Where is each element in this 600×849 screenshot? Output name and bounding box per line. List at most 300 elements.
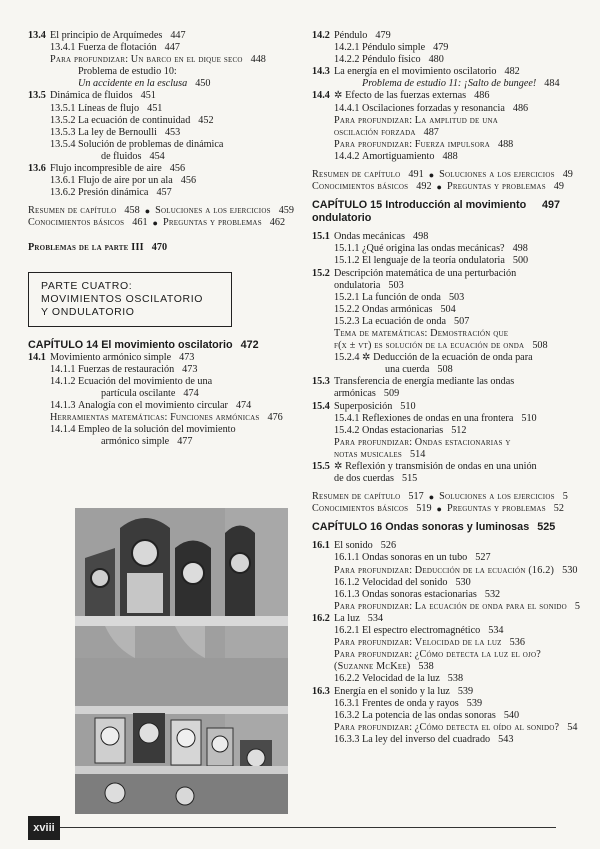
toc-entry bbox=[28, 139, 290, 151]
page-number: 517 bbox=[408, 491, 424, 503]
page-number: 484 bbox=[544, 78, 560, 90]
page-number: 503 bbox=[448, 291, 465, 303]
entry-text: partícula oscilante bbox=[101, 387, 176, 399]
entry-text: una cuerda bbox=[385, 364, 430, 376]
toc-entry bbox=[28, 187, 290, 199]
page-number: 514 bbox=[410, 448, 426, 460]
page-number: 504 bbox=[440, 303, 456, 315]
subsection-title: Amortiguamiento bbox=[362, 150, 435, 162]
subsection-title: El espectro electromagnético bbox=[362, 625, 481, 637]
toc-entry-continued bbox=[312, 449, 560, 461]
page-number: 454 bbox=[149, 150, 165, 162]
section-title: Energía en el sonido y la luz bbox=[334, 685, 450, 697]
subsection-title: Flujo de aire por un ala bbox=[78, 175, 173, 187]
subsection-number: 13.6.2 bbox=[50, 187, 76, 199]
section-title: El sonido bbox=[334, 540, 373, 552]
subsection-number: 13.4.1 bbox=[50, 42, 76, 54]
section-number: 13.4 bbox=[28, 30, 46, 41]
section-number: 15.2 bbox=[312, 267, 330, 279]
toc-entry bbox=[312, 42, 560, 54]
subsection-title: La ecuación de continuidad bbox=[78, 114, 191, 126]
page-number: 530 bbox=[562, 564, 578, 576]
summary-item: Soluciones a los ejercicios bbox=[155, 205, 271, 217]
section-title: Superposición bbox=[334, 400, 393, 412]
subsection-number: 13.5.4 bbox=[50, 138, 76, 150]
toc-entry bbox=[28, 78, 290, 90]
toc-entry bbox=[312, 673, 560, 685]
aside-title: La amplitud de una bbox=[414, 114, 498, 126]
toc-entry bbox=[312, 268, 560, 280]
section-title: ✲ Efecto de las fuerzas externas bbox=[334, 90, 467, 102]
summary-item: Preguntas y problemas bbox=[446, 503, 546, 515]
toc-entry bbox=[312, 437, 560, 449]
page-number: 538 bbox=[447, 673, 464, 685]
subsection-title: Fuerzas de restauración bbox=[78, 363, 175, 375]
subsection-title: Ecuación del movimiento de una bbox=[78, 375, 213, 387]
toc-entry bbox=[28, 90, 290, 102]
toc-entry bbox=[312, 564, 578, 577]
toc-entry bbox=[312, 625, 560, 637]
page-number: 487 bbox=[423, 126, 439, 138]
summary-item: Preguntas y problemas bbox=[162, 217, 262, 229]
section-number: 16.3 bbox=[312, 685, 330, 697]
page-number: 510 bbox=[400, 400, 416, 412]
toc-entry bbox=[312, 503, 564, 515]
footer-rule bbox=[60, 827, 556, 828]
subsection-number: 16.3.2 bbox=[334, 709, 360, 721]
entry-text: Problema de estudio 10: bbox=[78, 66, 177, 78]
subsection-number: 15.1.2 bbox=[334, 255, 360, 267]
section-number: 15.5 bbox=[312, 461, 330, 472]
page-number: 515 bbox=[401, 473, 418, 485]
toc-entry bbox=[312, 376, 560, 388]
toc-right-column bbox=[312, 30, 580, 746]
page-number: 457 bbox=[156, 187, 172, 199]
subsection-title: ✲ Deducción de la ecuación de onda para bbox=[362, 352, 533, 364]
subsection-title: La potencia de las ondas sonoras bbox=[362, 709, 496, 721]
page-number: 482 bbox=[504, 66, 520, 78]
toc-entry bbox=[312, 721, 578, 734]
subsection-title: Ondas estacionarias bbox=[362, 424, 444, 436]
subsection-number: 15.1.1 bbox=[334, 243, 360, 255]
toc-entry bbox=[28, 103, 290, 115]
toc-entry bbox=[312, 139, 560, 151]
spacer bbox=[28, 230, 290, 242]
part-heading-line: MOVIMIENTOS OSCILATORIO bbox=[41, 292, 203, 305]
section-number: 15.4 bbox=[312, 400, 330, 412]
clocks-photo bbox=[75, 508, 288, 814]
subsection-number: 14.1.1 bbox=[50, 363, 76, 375]
subsection-number: 14.4.2 bbox=[334, 150, 360, 162]
section-title: La luz bbox=[334, 612, 360, 624]
page-number: 498 bbox=[512, 243, 528, 255]
spacer bbox=[28, 327, 290, 339]
page-number: 448 bbox=[250, 54, 266, 66]
section-title: Dinámica de fluidos bbox=[50, 90, 133, 102]
subsection-number: 15.2.1 bbox=[334, 291, 360, 303]
part-problems-label: Problemas de la parte III bbox=[28, 241, 144, 253]
bullet-icon: ● bbox=[436, 504, 442, 515]
section-title: Péndulo bbox=[334, 30, 368, 41]
toc-entry bbox=[28, 400, 290, 412]
toc-entry bbox=[312, 151, 560, 163]
subsection-number: 15.2.4 bbox=[334, 352, 360, 364]
subsection-title: La ecuación de onda bbox=[362, 315, 447, 327]
toc-entry bbox=[28, 352, 290, 364]
toc-entry bbox=[312, 686, 560, 698]
aside-title: Deducción de la ecuación (16.2) bbox=[414, 564, 555, 576]
aside-title: ¿Cómo detecta la luz el ojo? bbox=[414, 649, 541, 661]
toc-entry bbox=[312, 243, 560, 255]
summary-item: Conocimientos básicos bbox=[312, 503, 409, 515]
aside-label: Herramientas matemáticas: bbox=[50, 412, 168, 424]
page-number: 512 bbox=[451, 424, 467, 436]
page-number: 447 bbox=[164, 42, 180, 54]
section-title-continued: armónicas bbox=[334, 388, 376, 400]
section-number: 14.3 bbox=[312, 66, 330, 78]
aside-title-continued: notas musicales bbox=[334, 448, 402, 460]
entry-text: Un accidente en la esclusa bbox=[78, 78, 188, 90]
toc-entry bbox=[312, 181, 564, 193]
toc-entry-continued bbox=[312, 661, 560, 673]
summary-item: Preguntas y problemas bbox=[446, 181, 546, 193]
section-number: 14.1 bbox=[28, 351, 46, 363]
subsection-number: 14.1.2 bbox=[50, 375, 76, 387]
aside-label: Para profundizar: bbox=[334, 138, 413, 150]
subsection-title: Velocidad del sonido bbox=[362, 576, 448, 588]
entry-text: armónico simple bbox=[101, 436, 170, 448]
toc-entry bbox=[28, 388, 290, 400]
toc-entry bbox=[28, 436, 290, 448]
toc-entry bbox=[28, 242, 290, 254]
page-number: 474 bbox=[235, 399, 252, 411]
page-number: 543 bbox=[498, 733, 514, 745]
aside-label: Tema de matemáticas: bbox=[334, 327, 428, 339]
aside-label: Para profundizar: bbox=[334, 649, 413, 661]
chapter-heading bbox=[312, 521, 560, 534]
aside-title-continued: (Suzanne McKee) bbox=[334, 661, 411, 673]
section-title: Descripción matemática de una perturbación bbox=[334, 267, 517, 279]
toc-entry bbox=[312, 328, 560, 340]
subsection-title: Frentes de onda y rayos bbox=[362, 697, 459, 709]
page-number: 500 bbox=[512, 255, 529, 267]
toc-entry-continued bbox=[312, 340, 560, 352]
chapter-heading bbox=[28, 339, 290, 352]
page-number: 470 bbox=[151, 241, 168, 253]
page-number: 540 bbox=[503, 709, 520, 721]
page-number: 451 bbox=[147, 102, 163, 114]
page-number: 54 bbox=[567, 721, 578, 733]
subsection-number: 14.4.1 bbox=[334, 102, 360, 114]
aside-title-continued: f(x ± vt) es solución de la ecuación de onda bbox=[334, 340, 525, 352]
subsection-title: Velocidad de la luz bbox=[362, 673, 440, 685]
subsection-title: Presión dinámica bbox=[78, 187, 149, 199]
toc-entry bbox=[312, 30, 560, 42]
page-number: 530 bbox=[455, 576, 471, 588]
page-folio: xviii bbox=[28, 816, 60, 840]
toc-entry bbox=[28, 205, 294, 217]
page-number: 519 bbox=[416, 503, 432, 515]
page-number: 486 bbox=[512, 102, 529, 114]
toc-entry bbox=[312, 589, 560, 601]
toc-entry bbox=[28, 115, 290, 127]
toc-entry bbox=[312, 425, 560, 437]
toc-entry bbox=[28, 364, 290, 376]
toc-entry bbox=[28, 412, 290, 424]
subsection-title: La función de onda bbox=[362, 291, 441, 303]
toc-entry bbox=[28, 30, 290, 42]
page-number: 456 bbox=[180, 175, 197, 187]
toc-entry bbox=[312, 292, 560, 304]
subsection-number: 14.1.3 bbox=[50, 399, 76, 411]
page-number: 477 bbox=[177, 436, 193, 448]
toc-entry bbox=[312, 66, 560, 78]
page-number: 473 bbox=[179, 351, 195, 363]
toc-entry bbox=[312, 231, 560, 243]
page-number: 526 bbox=[380, 540, 397, 552]
toc-entry bbox=[28, 376, 290, 388]
toc-entry bbox=[28, 424, 290, 436]
toc-entry bbox=[312, 613, 560, 625]
page-number: 492 bbox=[416, 181, 432, 193]
subsection-number: 16.2.2 bbox=[334, 673, 360, 685]
subsection-title: La ley de Bernoulli bbox=[78, 126, 157, 138]
page-number: 508 bbox=[437, 364, 453, 376]
section-number: 14.4 bbox=[312, 90, 330, 102]
toc-entry bbox=[312, 316, 560, 328]
aside-title: ¿Cómo detecta el oído al sonido? bbox=[414, 721, 560, 733]
aside-title: Funciones armónicas bbox=[170, 412, 260, 424]
toc-entry bbox=[312, 103, 560, 115]
page-number: 538 bbox=[418, 661, 434, 673]
section-number: 13.5 bbox=[28, 90, 46, 102]
summary-item: Resumen de capítulo bbox=[312, 491, 401, 503]
page-number: 52 bbox=[553, 503, 564, 515]
section-number: 14.2 bbox=[312, 30, 330, 41]
part-heading-line: PARTE CUATRO: bbox=[41, 279, 133, 292]
toc-entry bbox=[28, 54, 290, 66]
aside-label: Para profundizar: bbox=[334, 637, 413, 649]
page-number: 503 bbox=[388, 279, 404, 291]
toc-entry bbox=[28, 151, 290, 163]
subsection-number: 16.2.1 bbox=[334, 625, 360, 637]
page-number: 509 bbox=[383, 388, 400, 400]
page-number: 458 bbox=[124, 205, 140, 217]
toc-entry bbox=[312, 364, 560, 376]
page-number: 488 bbox=[442, 150, 458, 162]
subsection-number: 13.5.1 bbox=[50, 102, 76, 114]
toc-entry bbox=[312, 649, 560, 661]
bullet-icon: ● bbox=[428, 170, 435, 181]
toc-entry bbox=[312, 413, 560, 425]
page-number: 474 bbox=[183, 387, 199, 399]
toc-entry bbox=[312, 577, 560, 589]
page-number: 534 bbox=[367, 612, 384, 624]
aside-title: Ondas estacionarias y bbox=[414, 436, 511, 448]
page-number: 508 bbox=[532, 340, 548, 352]
toc-entry bbox=[28, 127, 290, 139]
aside-label: Para profundizar: bbox=[334, 564, 413, 576]
page-number: 534 bbox=[488, 625, 504, 637]
page-number: 451 bbox=[140, 90, 156, 102]
page-number: 491 bbox=[408, 169, 424, 181]
toc-entry bbox=[312, 637, 560, 649]
section-title: Movimiento armónico simple bbox=[50, 351, 172, 363]
page-number: 488 bbox=[497, 138, 514, 150]
toc-entry bbox=[312, 552, 560, 564]
summary-item: Soluciones a los ejercicios bbox=[439, 169, 555, 181]
toc-entry bbox=[312, 280, 560, 292]
toc-entry bbox=[312, 734, 560, 746]
toc-entry bbox=[312, 78, 560, 90]
toc-entry bbox=[312, 255, 560, 267]
aside-label: Para profundizar: bbox=[334, 114, 413, 126]
aside-label: Para profundizar: bbox=[334, 721, 413, 733]
subsection-number: 13.5.3 bbox=[50, 126, 76, 138]
subsection-number: 16.1.1 bbox=[334, 552, 360, 564]
aside-title: Fuerza impulsora bbox=[414, 138, 490, 150]
page-number: 450 bbox=[195, 78, 211, 90]
subsection-title: Reflexiones de ondas en una frontera bbox=[362, 412, 514, 424]
toc-entry-continued bbox=[312, 127, 560, 139]
page-number: 5 bbox=[562, 491, 568, 503]
toc-left-column bbox=[28, 30, 294, 448]
subsection-number: 14.2.2 bbox=[334, 54, 360, 66]
section-title: El principio de Arquímedes bbox=[50, 30, 163, 41]
toc-entry bbox=[312, 304, 560, 316]
page-number: 497 bbox=[541, 199, 560, 212]
summary-item: Resumen de capítulo bbox=[28, 205, 117, 217]
subsection-title: Empleo de la solución del movimiento bbox=[78, 424, 236, 436]
page-number: 472 bbox=[240, 338, 259, 351]
part-heading-box bbox=[28, 272, 232, 327]
toc-entry bbox=[312, 90, 560, 102]
page-number: 479 bbox=[433, 42, 449, 54]
section-number: 13.6 bbox=[28, 163, 46, 175]
subsection-title: Ondas sonoras en un tubo bbox=[362, 552, 468, 564]
subsection-title: Líneas de flujo bbox=[78, 102, 140, 114]
subsection-title: Analogía con el movimiento circular bbox=[78, 399, 228, 411]
summary-item: Conocimientos básicos bbox=[28, 217, 125, 229]
subsection-number: 15.4.1 bbox=[334, 412, 360, 424]
aside-title-continued: oscilación forzada bbox=[334, 126, 416, 138]
page-number: 510 bbox=[521, 412, 537, 424]
toc-entry bbox=[312, 600, 580, 613]
entry-text: de fluidos bbox=[101, 150, 142, 162]
page-number: 462 bbox=[269, 217, 286, 229]
part-heading-line: Y ONDULATORIO bbox=[41, 305, 135, 318]
section-title: Ondas mecánicas bbox=[334, 231, 405, 243]
summary-item: Soluciones a los ejercicios bbox=[439, 491, 555, 503]
page-number: 476 bbox=[267, 412, 283, 424]
toc-entry bbox=[312, 388, 560, 400]
subsection-number: 15.2.3 bbox=[334, 315, 360, 327]
page-number: 486 bbox=[474, 90, 490, 102]
section-number: 15.3 bbox=[312, 376, 330, 388]
subsection-number: 14.2.1 bbox=[334, 42, 360, 54]
aside-title: Velocidad de la luz bbox=[414, 637, 502, 649]
toc-entry bbox=[28, 42, 290, 54]
subsection-title: Péndulo físico bbox=[362, 54, 421, 66]
toc-entry bbox=[312, 491, 568, 503]
subsection-title: Oscilaciones forzadas y resonancia bbox=[362, 102, 505, 114]
subsection-number: 13.5.2 bbox=[50, 114, 76, 126]
subsection-title: Péndulo simple bbox=[362, 42, 426, 54]
page-number: 459 bbox=[278, 205, 294, 217]
page-number: 498 bbox=[413, 231, 429, 243]
section-number: 16.2 bbox=[312, 612, 330, 624]
section-number: 15.1 bbox=[312, 231, 330, 243]
subsection-number: 13.6.1 bbox=[50, 175, 76, 187]
toc-entry bbox=[28, 217, 290, 229]
section-title-continued: ondulatoria bbox=[334, 279, 381, 291]
page-number: 456 bbox=[169, 163, 186, 175]
spacer bbox=[28, 254, 290, 266]
toc-entry bbox=[312, 473, 560, 485]
section-title: ✲ Reflexión y transmisión de ondas en una unión bbox=[334, 461, 537, 472]
bullet-icon: ● bbox=[144, 206, 151, 217]
toc-entry bbox=[312, 169, 573, 181]
page-number: 539 bbox=[457, 685, 474, 697]
toc-entry bbox=[312, 352, 560, 364]
subsection-title: Ondas armónicas bbox=[362, 303, 433, 315]
subsection-number: 16.1.3 bbox=[334, 588, 360, 600]
aside-title: Demostración que bbox=[430, 327, 509, 339]
subsection-number: 15.4.2 bbox=[334, 424, 360, 436]
summary-item: Conocimientos básicos bbox=[312, 181, 409, 193]
aside-title: La ecuación de onda para el sonido bbox=[414, 600, 567, 612]
toc-entry bbox=[312, 540, 560, 552]
page-number: 453 bbox=[164, 126, 181, 138]
subsection-title: ¿Qué origina las ondas mecánicas? bbox=[362, 243, 505, 255]
subsection-title: Ondas sonoras estacionarias bbox=[362, 588, 477, 600]
aside-label: Para profundizar: bbox=[334, 600, 413, 612]
aside-label: Para profundizar: bbox=[50, 54, 129, 66]
page-number: 473 bbox=[182, 363, 198, 375]
aside-label: Para profundizar: bbox=[334, 436, 413, 448]
page-number: 525 bbox=[537, 521, 556, 534]
toc-entry bbox=[28, 66, 290, 78]
subsection-title: Solución de problemas de dinámica bbox=[78, 138, 224, 150]
subsection-number: 16.3.1 bbox=[334, 697, 360, 709]
aside-title: Un barco en el dique seco bbox=[130, 54, 243, 66]
toc-entry bbox=[312, 401, 560, 413]
toc-entry bbox=[312, 698, 560, 710]
chapter-title: CAPÍTULO 16 Ondas sonoras y luminosas bbox=[312, 521, 530, 534]
page-number: 532 bbox=[484, 588, 501, 600]
chapter-heading bbox=[312, 199, 560, 225]
page-number: 452 bbox=[198, 114, 214, 126]
summary-item: Resumen de capítulo bbox=[312, 169, 401, 181]
subsection-number: 14.1.4 bbox=[50, 424, 76, 436]
subsection-number: 16.1.2 bbox=[334, 576, 360, 588]
subsection-title: La ley del inverso del cuadrado bbox=[362, 733, 491, 745]
subsection-number: 16.3.3 bbox=[334, 733, 360, 745]
chapter-title: CAPÍTULO 14 El movimiento oscilatorio bbox=[28, 338, 233, 351]
bullet-icon: ● bbox=[436, 182, 442, 193]
section-title: La energía en el movimiento oscilatorio bbox=[334, 66, 497, 78]
page-number: 5 bbox=[574, 600, 580, 612]
page-number: 527 bbox=[475, 552, 491, 564]
toc-entry bbox=[312, 115, 560, 127]
toc-entry bbox=[312, 710, 560, 722]
page-number: 461 bbox=[132, 217, 148, 229]
subsection-title: Fuerza de flotación bbox=[78, 42, 157, 54]
toc-entry bbox=[28, 175, 290, 187]
page-number: 447 bbox=[170, 30, 186, 41]
toc-entry bbox=[312, 54, 560, 66]
page-number: 49 bbox=[562, 169, 573, 181]
